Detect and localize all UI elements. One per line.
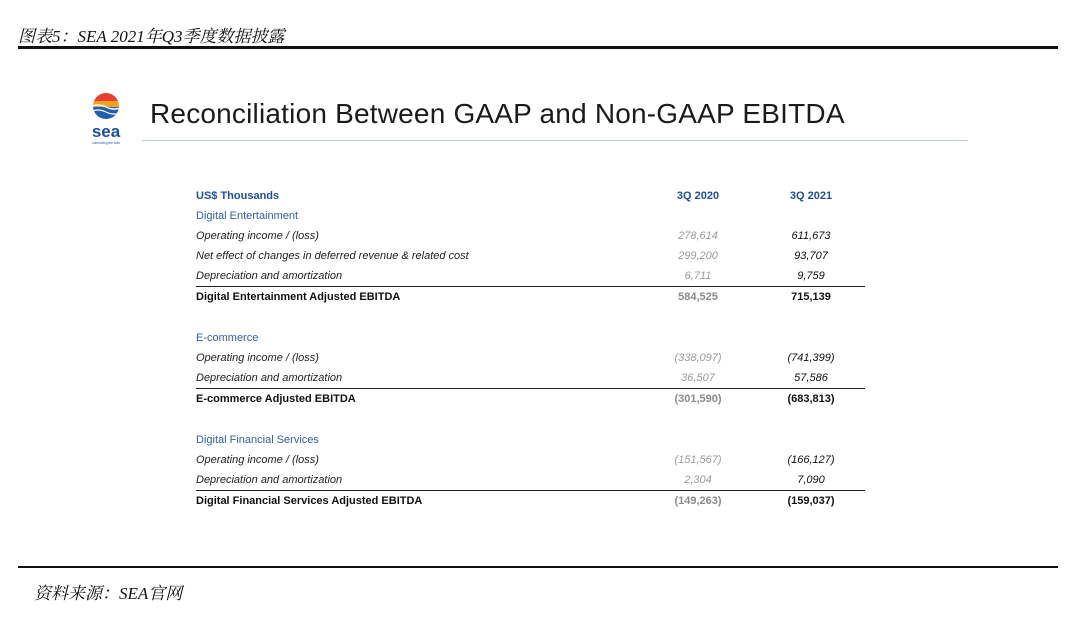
value-2020: 299,200 [678, 250, 718, 262]
value-2021: 9,759 [797, 270, 825, 282]
total-2020: 584,525 [678, 291, 718, 303]
logo-wordmark: sea [91, 122, 121, 141]
total-row [196, 286, 865, 306]
section-name: Digital Financial Services [196, 434, 319, 446]
header-col-2021: 3Q 2021 [789, 190, 833, 202]
table-row [196, 470, 865, 490]
section-heading [196, 430, 865, 450]
value-2020: 36,507 [681, 372, 715, 384]
sea-logo-icon [86, 92, 126, 146]
title-underline [142, 140, 968, 141]
section-heading [196, 206, 865, 226]
value-2021: (741,399) [787, 352, 835, 364]
total-2021: (683,813) [787, 393, 835, 405]
figure-caption: 图表5：SEA 2021年Q3季度数据披露 [18, 27, 285, 46]
sea-logo [86, 92, 126, 146]
table-row [196, 226, 865, 246]
section-gap [196, 408, 865, 430]
total-row [196, 388, 865, 408]
section-name: Digital Entertainment [196, 210, 299, 222]
header-units: US$ Thousands [196, 190, 280, 202]
value-2021: (166,127) [787, 454, 835, 466]
value-2021: 93,707 [794, 250, 828, 262]
row-label: Depreciation and amortization [196, 474, 343, 486]
total-label: Digital Entertainment Adjusted EBITDA [196, 291, 401, 303]
row-label: Operating income / (loss) [196, 230, 319, 242]
value-2020: 2,304 [684, 474, 712, 486]
value-2021: 7,090 [797, 474, 825, 486]
value-2020: (338,097) [674, 352, 722, 364]
table-row [196, 266, 865, 286]
row-label: Depreciation and amortization [196, 372, 343, 384]
source-note: 资料来源：SEA官网 [34, 584, 183, 603]
value-2020: 6,711 [684, 270, 712, 282]
total-2020: (301,590) [674, 393, 722, 405]
total-2021: (159,037) [787, 495, 835, 507]
row-label: Operating income / (loss) [196, 454, 319, 466]
table-row [196, 348, 865, 368]
slide-title: Reconciliation Between GAAP and Non-GAAP EBITDA [150, 98, 845, 129]
table-row [196, 246, 865, 266]
value-2021: 611,673 [791, 230, 831, 242]
ebitda-table [196, 186, 865, 510]
section-name: E-commerce [196, 332, 259, 344]
value-2020: (151,567) [674, 454, 722, 466]
section-heading [196, 328, 865, 348]
total-row [196, 490, 865, 510]
value-2021: 57,586 [794, 372, 828, 384]
row-label: Operating income / (loss) [196, 352, 319, 364]
total-2021: 715,139 [791, 291, 831, 303]
total-label: E-commerce Adjusted EBITDA [196, 393, 356, 405]
top-rule [18, 46, 1058, 49]
header-col-2020: 3Q 2020 [676, 190, 720, 202]
table-header [196, 186, 865, 206]
table-row [196, 368, 865, 388]
table-row [196, 450, 865, 470]
total-label: Digital Financial Services Adjusted EBITDA [196, 495, 423, 507]
bottom-rule [18, 566, 1058, 568]
value-2020: 278,614 [678, 230, 718, 242]
total-2020: (149,263) [674, 495, 722, 507]
row-label: Net effect of changes in deferred revenue & related cost [196, 250, 469, 262]
section-gap [196, 306, 865, 328]
logo-tagline: connecting the dots [92, 141, 120, 145]
row-label: Depreciation and amortization [196, 270, 343, 282]
